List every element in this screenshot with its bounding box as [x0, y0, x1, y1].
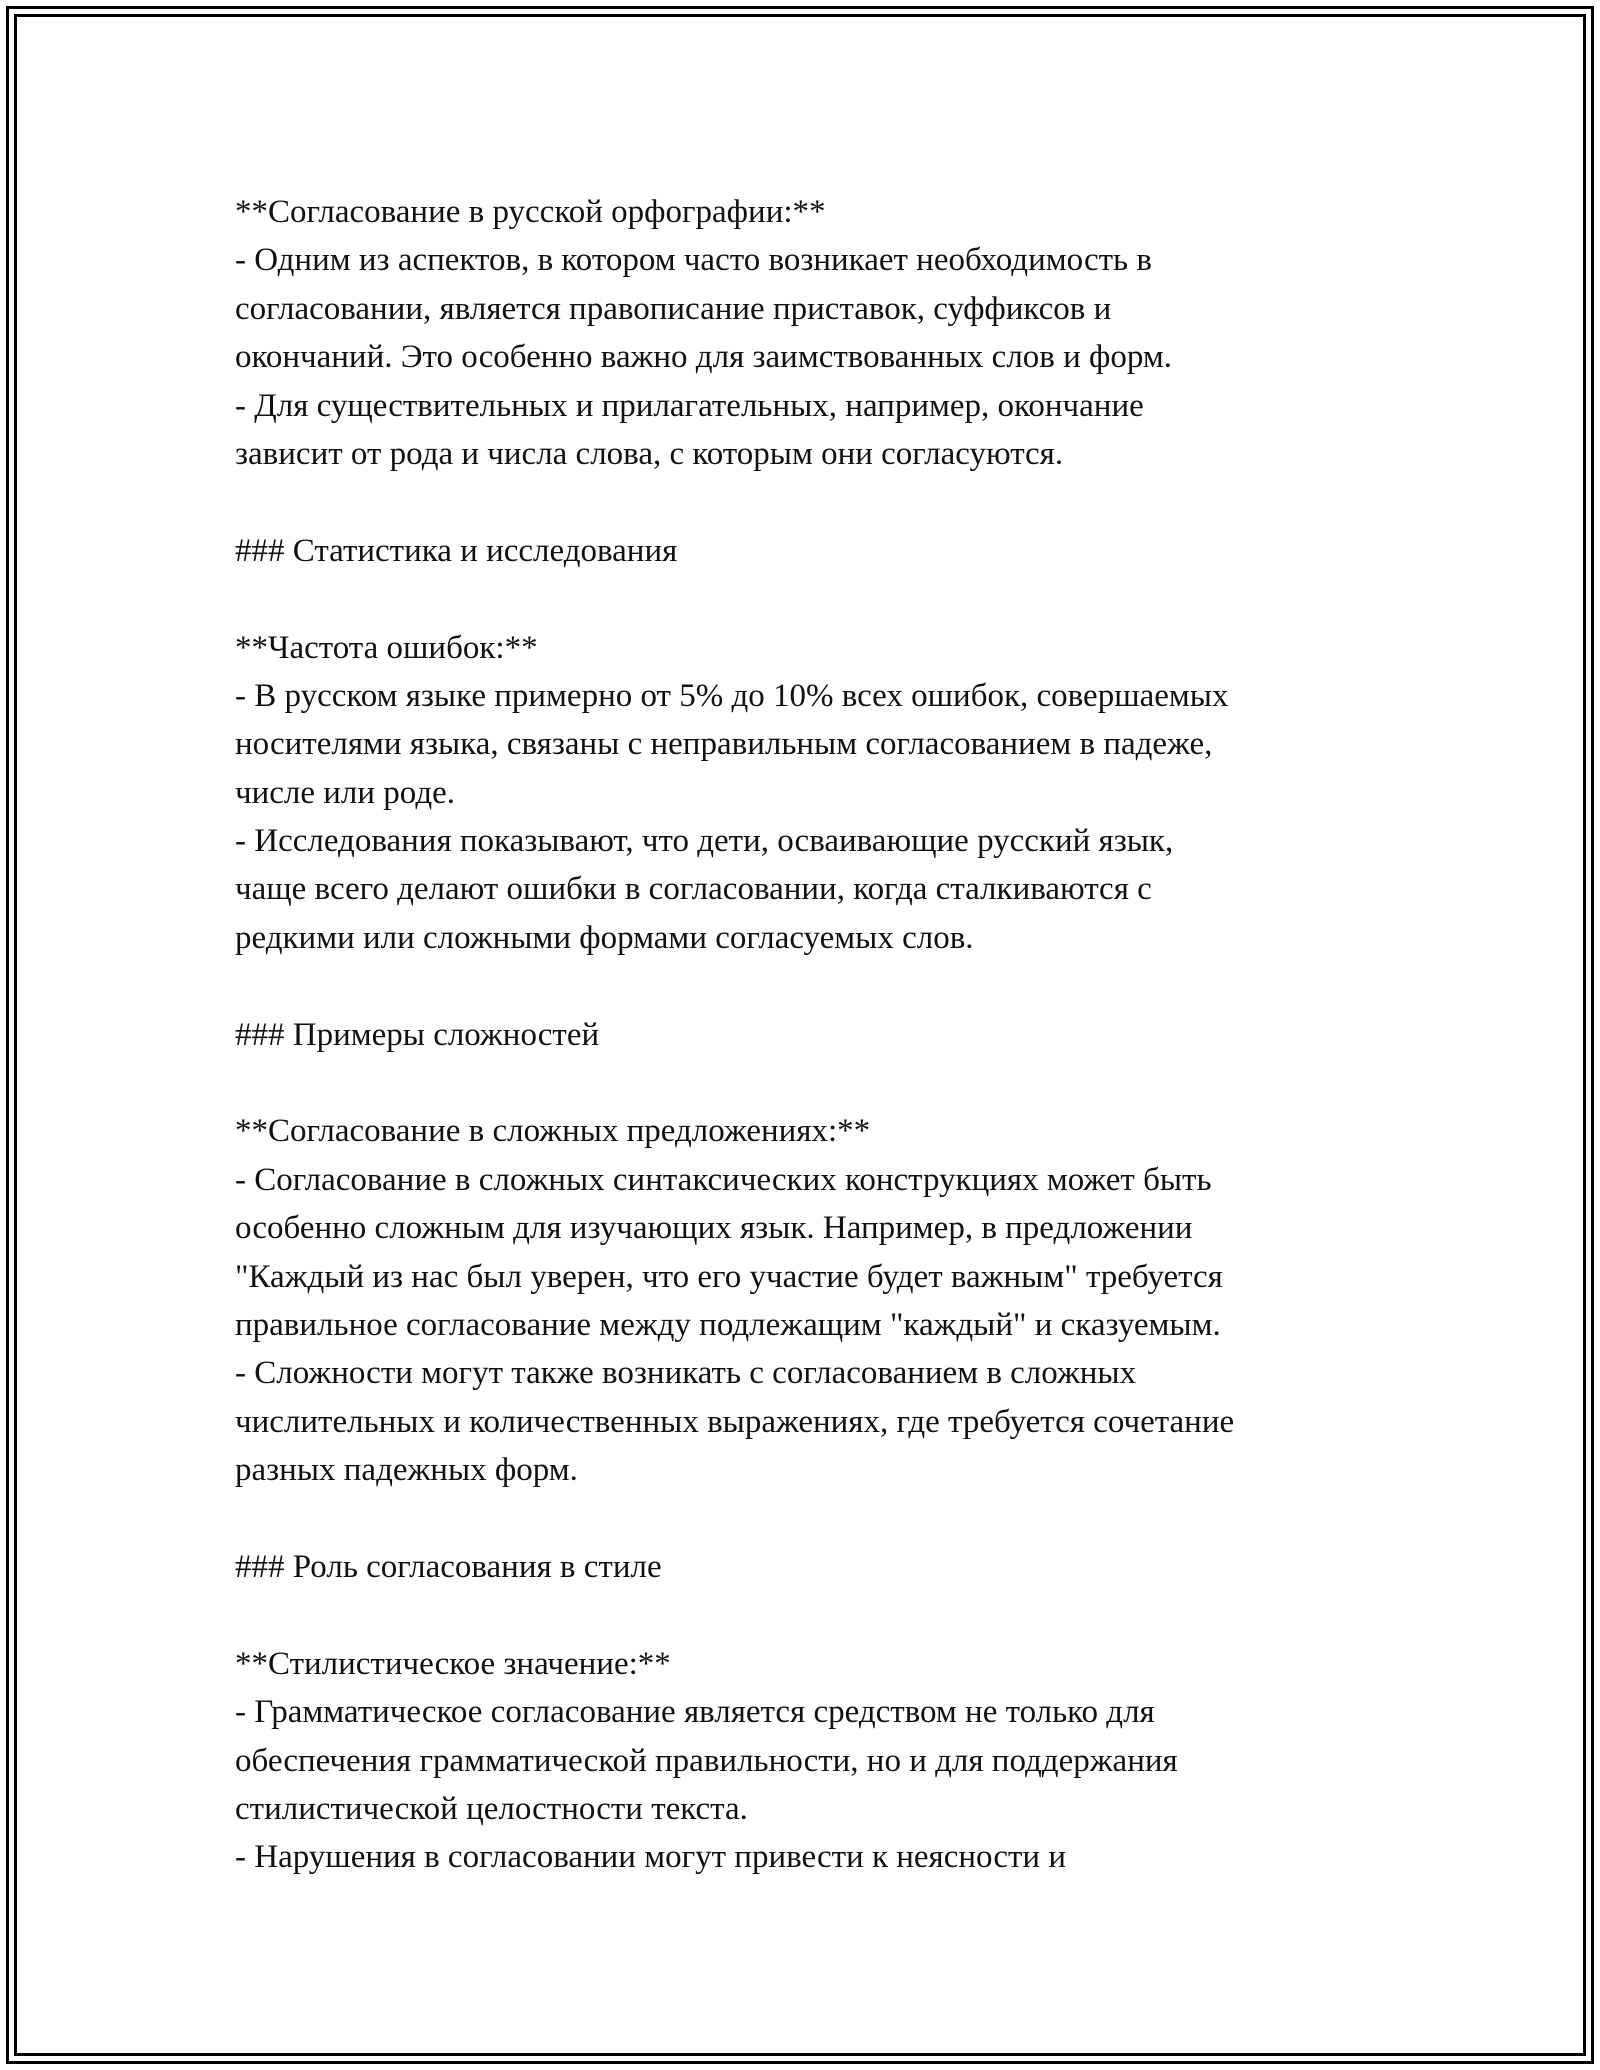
blank-line: [235, 1059, 1415, 1107]
text-line: - В русском языке примерно от 5% до 10% всех ошибок, совершаемых: [235, 677, 1229, 714]
text-line: **Согласование в сложных предложениях:**: [235, 1113, 871, 1150]
text-line: - Грамматическое согласование является средством не только для: [235, 1694, 1155, 1731]
text-line: окончаний. Это особенно важно для заимствованных слов и форм.: [235, 339, 1173, 376]
blank-line: [235, 478, 1415, 526]
text-line: - Нарушения в согласовании могут привести к неясности и: [235, 1839, 1066, 1876]
text-line: правильное согласование между подлежащим "каждый" и сказуемым.: [235, 1306, 1221, 1343]
text-line: **Частота ошибок:**: [235, 629, 538, 666]
text-line: числе или роде.: [235, 774, 456, 811]
text-line: - Сложности могут также возникать с согласованием в сложных: [235, 1355, 1137, 1392]
blank-line: [235, 962, 1415, 1010]
text-line: - Для существительных и прилагательных, например, окончание: [235, 387, 1144, 424]
text-line: "Каждый из нас был уверен, что его участие будет важным" требуется: [235, 1258, 1223, 1295]
text-line: стилистической целостности текста.: [235, 1790, 748, 1827]
text-line: **Стилистическое значение:**: [235, 1645, 671, 1682]
text-line: редкими или сложными формами согласуемых слов.: [235, 919, 974, 956]
text-line: - Одним из аспектов, в котором часто возникает необходимость в: [235, 242, 1152, 279]
text-line: - Согласование в сложных синтаксических конструкциях может быть: [235, 1161, 1212, 1198]
text-line: зависит от рода и числа слова, с которым они согласуются.: [235, 435, 1064, 472]
text-line: носителями языка, связаны с неправильным согласованием в падеже,: [235, 726, 1213, 763]
text-line: чаще всего делают ошибки в согласовании, когда сталкиваются с: [235, 871, 1152, 908]
document-body: [235, 188, 1415, 1882]
text-line: - Исследования показывают, что дети, осваивающие русский язык,: [235, 823, 1174, 860]
section-heading: ### Примеры сложностей: [235, 1016, 600, 1053]
blank-line: [235, 1591, 1415, 1639]
text-line: согласовании, является правописание приставок, суффиксов и: [235, 290, 1112, 327]
text-line: **Согласование в русской орфографии:**: [235, 194, 826, 230]
text-line: разных падежных форм.: [235, 1452, 578, 1489]
section-heading: ### Роль согласования в стиле: [235, 1548, 662, 1585]
text-line: особенно сложным для изучающих язык. Например, в предложении: [235, 1210, 1193, 1247]
blank-line: [235, 1495, 1415, 1543]
blank-line: [235, 575, 1415, 623]
text-line: числительных и количественных выражениях, где требуется сочетание: [235, 1403, 1235, 1440]
section-heading: ### Статистика и исследования: [235, 532, 678, 569]
text-line: обеспечения грамматической правильности, но и для поддержания: [235, 1742, 1178, 1779]
